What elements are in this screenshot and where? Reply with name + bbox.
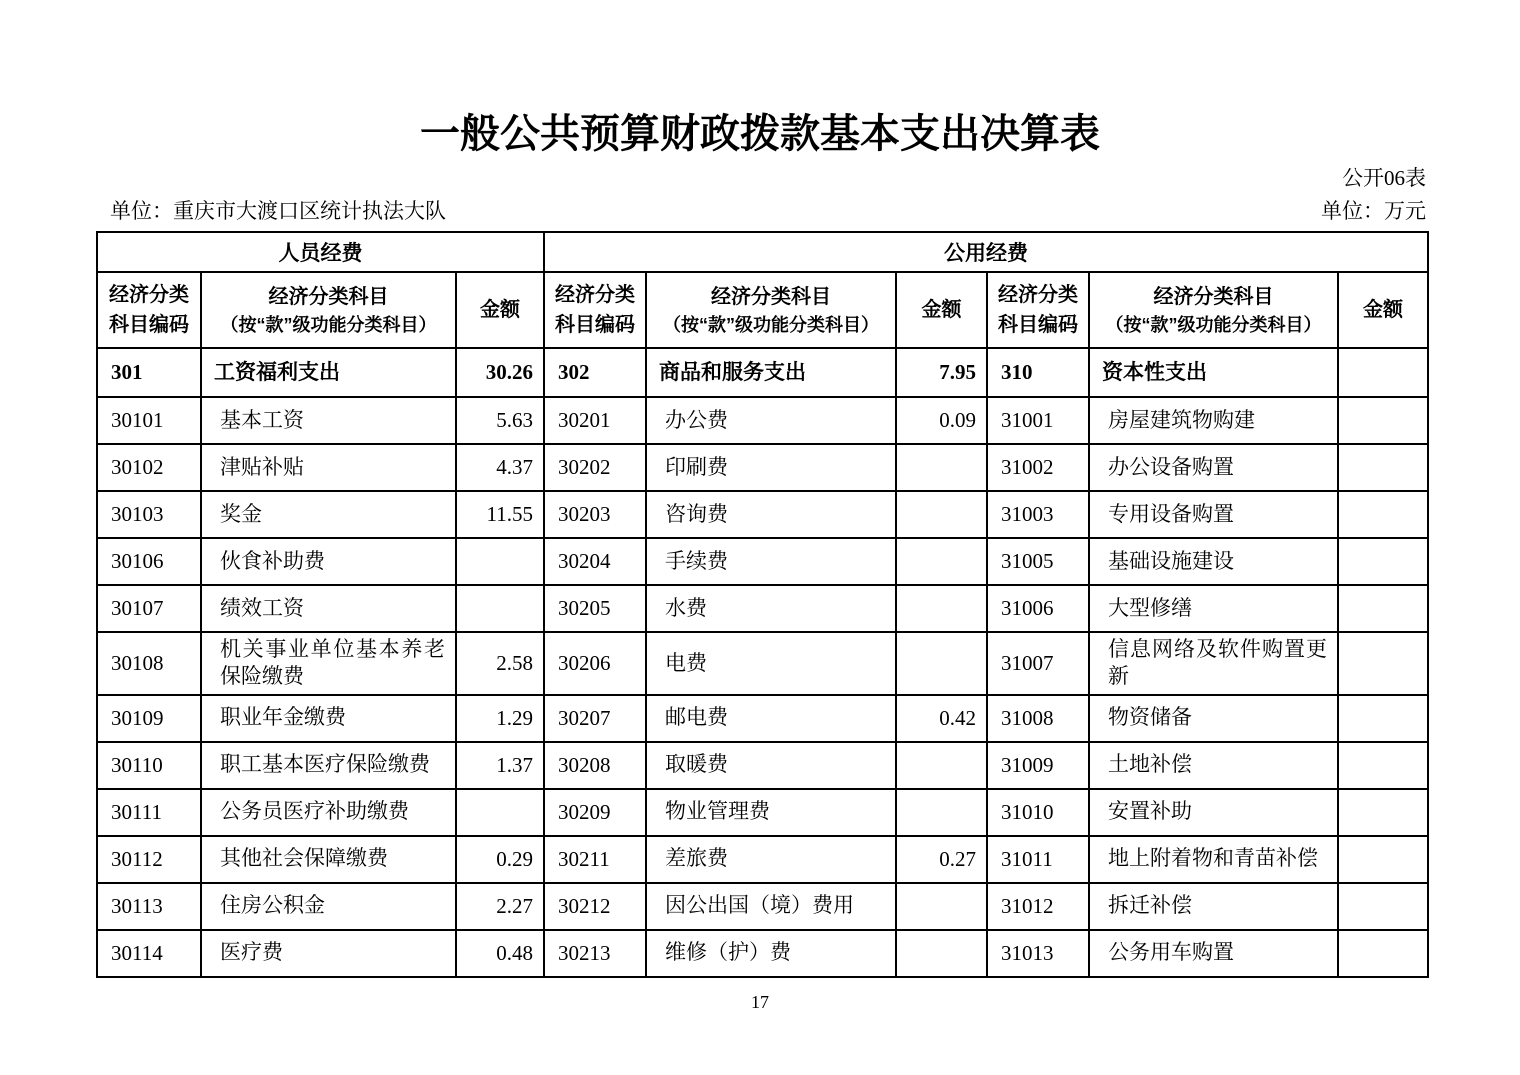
cell-code: 30211 xyxy=(544,836,646,883)
cell-subject: 公务员医疗补助缴费 xyxy=(201,789,456,836)
table-row xyxy=(97,538,1428,585)
cell-subject: 取暖费 xyxy=(646,742,896,789)
cell-amount: 0.42 xyxy=(896,695,987,742)
cell-subject: 职工基本医疗保险缴费 xyxy=(201,742,456,789)
cell-subject: 因公出国（境）费用 xyxy=(646,883,896,930)
cell-code: 30106 xyxy=(97,538,201,585)
col-header-subject xyxy=(646,272,896,348)
cell-amount xyxy=(896,632,987,695)
table-row xyxy=(97,397,1428,444)
table-row xyxy=(97,695,1428,742)
cell-subject: 邮电费 xyxy=(646,695,896,742)
col-header-subject-line2: （按“款”级功能分类科目） xyxy=(663,314,880,335)
cell-code: 30103 xyxy=(97,491,201,538)
cell-amount xyxy=(896,883,987,930)
col-header-subject xyxy=(1089,272,1338,348)
cell-code: 30206 xyxy=(544,632,646,695)
cell-subject: 办公费 xyxy=(646,397,896,444)
group-header-personnel: 人员经费 xyxy=(97,232,544,272)
cell-amount xyxy=(1338,742,1428,789)
cell-subject: 其他社会保障缴费 xyxy=(201,836,456,883)
cell-amount xyxy=(896,585,987,632)
unit-name-label: 单位：重庆市大渡口区统计执法大队 xyxy=(110,199,446,223)
cell-amount: 1.29 xyxy=(456,695,544,742)
cell-amount: 5.63 xyxy=(456,397,544,444)
table-row xyxy=(97,883,1428,930)
cell-amount: 2.27 xyxy=(456,883,544,930)
cell-code: 30203 xyxy=(544,491,646,538)
cell-subject: 手续费 xyxy=(646,538,896,585)
cell-amount xyxy=(896,444,987,491)
cell-subject: 维修（护）费 xyxy=(646,930,896,977)
cell-amount xyxy=(1338,883,1428,930)
cell-code: 30202 xyxy=(544,444,646,491)
cell-amount xyxy=(1338,789,1428,836)
cell-amount: 2.58 xyxy=(456,632,544,695)
col-header-amount: 金额 xyxy=(896,272,987,348)
budget-table xyxy=(96,231,1429,978)
col-header-subject-line1: 经济分类科目 xyxy=(268,285,389,308)
cell-subject: 土地补偿 xyxy=(1089,742,1338,789)
cell-subject: 物资储备 xyxy=(1089,695,1338,742)
cell-code: 31001 xyxy=(987,397,1089,444)
cell-code: 30111 xyxy=(97,789,201,836)
unit-currency-label: 单位：万元 xyxy=(1321,199,1426,223)
col-header-code: 经济分类科目编码 xyxy=(544,272,646,348)
col-header-amount: 金额 xyxy=(1338,272,1428,348)
cell-code: 30108 xyxy=(97,632,201,695)
cell-subject: 基础设施建设 xyxy=(1089,538,1338,585)
cell-code: 31003 xyxy=(987,491,1089,538)
cell-amount xyxy=(1338,397,1428,444)
col-header-subject-line1: 经济分类科目 xyxy=(1153,285,1274,308)
cell-amount xyxy=(456,538,544,585)
cell-amount: 11.55 xyxy=(456,491,544,538)
cell-subject: 水费 xyxy=(646,585,896,632)
table-row xyxy=(97,444,1428,491)
cell-subject: 绩效工资 xyxy=(201,585,456,632)
cell-subject: 机关事业单位基本养老保险缴费 xyxy=(201,632,456,695)
cell-amount xyxy=(1338,930,1428,977)
summary-code: 310 xyxy=(987,348,1089,397)
cell-amount xyxy=(1338,836,1428,883)
cell-code: 31012 xyxy=(987,883,1089,930)
cell-code: 30204 xyxy=(544,538,646,585)
cell-code: 30113 xyxy=(97,883,201,930)
table-row xyxy=(97,742,1428,789)
cell-subject: 咨询费 xyxy=(646,491,896,538)
page-title: 一般公共预算财政拨款基本支出决算表 xyxy=(420,112,1100,156)
form-code-label: 公开06表 xyxy=(1342,166,1426,190)
cell-amount xyxy=(456,585,544,632)
cell-subject: 信息网络及软件购置更新 xyxy=(1089,632,1338,695)
cell-code: 31009 xyxy=(987,742,1089,789)
table-row xyxy=(97,789,1428,836)
cell-code: 30107 xyxy=(97,585,201,632)
cell-subject: 公务用车购置 xyxy=(1089,930,1338,977)
cell-amount xyxy=(896,930,987,977)
cell-subject: 物业管理费 xyxy=(646,789,896,836)
cell-subject: 专用设备购置 xyxy=(1089,491,1338,538)
cell-code: 31006 xyxy=(987,585,1089,632)
cell-code: 30114 xyxy=(97,930,201,977)
cell-code: 31007 xyxy=(987,632,1089,695)
cell-amount xyxy=(1338,538,1428,585)
table-row xyxy=(97,585,1428,632)
col-header-subject-line1: 经济分类科目 xyxy=(711,285,832,308)
cell-subject: 房屋建筑物购建 xyxy=(1089,397,1338,444)
cell-subject: 伙食补助费 xyxy=(201,538,456,585)
cell-code: 30208 xyxy=(544,742,646,789)
cell-code: 30102 xyxy=(97,444,201,491)
table-body xyxy=(97,348,1428,977)
col-header-amount: 金额 xyxy=(456,272,544,348)
cell-amount xyxy=(1338,585,1428,632)
cell-subject: 住房公积金 xyxy=(201,883,456,930)
table-row xyxy=(97,632,1428,695)
summary-amount: 30.26 xyxy=(456,348,544,397)
cell-subject: 办公设备购置 xyxy=(1089,444,1338,491)
cell-amount xyxy=(896,789,987,836)
cell-code: 30112 xyxy=(97,836,201,883)
col-header-code: 经济分类科目编码 xyxy=(97,272,201,348)
cell-amount xyxy=(1338,491,1428,538)
cell-subject: 医疗费 xyxy=(201,930,456,977)
cell-code: 31013 xyxy=(987,930,1089,977)
cell-code: 31011 xyxy=(987,836,1089,883)
cell-amount: 0.09 xyxy=(896,397,987,444)
cell-subject: 津贴补贴 xyxy=(201,444,456,491)
cell-subject: 奖金 xyxy=(201,491,456,538)
group-header-public: 公用经费 xyxy=(544,232,1428,272)
cell-amount xyxy=(1338,695,1428,742)
col-header-subject xyxy=(201,272,456,348)
cell-subject: 印刷费 xyxy=(646,444,896,491)
cell-code: 30101 xyxy=(97,397,201,444)
cell-code: 30109 xyxy=(97,695,201,742)
summary-amount xyxy=(1338,348,1428,397)
cell-code: 30205 xyxy=(544,585,646,632)
cell-subject: 大型修缮 xyxy=(1089,585,1338,632)
cell-subject: 拆迁补偿 xyxy=(1089,883,1338,930)
cell-subject: 安置补助 xyxy=(1089,789,1338,836)
cell-code: 30207 xyxy=(544,695,646,742)
cell-amount: 1.37 xyxy=(456,742,544,789)
summary-subject: 工资福利支出 xyxy=(201,348,456,397)
cell-code: 31002 xyxy=(987,444,1089,491)
cell-code: 31005 xyxy=(987,538,1089,585)
col-header-subject-line2: （按“款”级功能分类科目） xyxy=(220,314,437,335)
cell-code: 30201 xyxy=(544,397,646,444)
table-row xyxy=(97,930,1428,977)
column-header-row xyxy=(97,272,1428,348)
table-row xyxy=(97,491,1428,538)
cell-code: 30212 xyxy=(544,883,646,930)
cell-subject: 职业年金缴费 xyxy=(201,695,456,742)
cell-amount: 0.48 xyxy=(456,930,544,977)
cell-subject: 电费 xyxy=(646,632,896,695)
cell-code: 31008 xyxy=(987,695,1089,742)
summary-row xyxy=(97,348,1428,397)
page-number: 17 xyxy=(751,992,769,1012)
cell-code: 31010 xyxy=(987,789,1089,836)
cell-subject: 地上附着物和青苗补偿 xyxy=(1089,836,1338,883)
summary-amount: 7.95 xyxy=(896,348,987,397)
cell-amount xyxy=(456,789,544,836)
cell-amount xyxy=(896,742,987,789)
summary-code: 301 xyxy=(97,348,201,397)
summary-subject: 资本性支出 xyxy=(1089,348,1338,397)
col-header-subject-line2: （按“款”级功能分类科目） xyxy=(1105,314,1322,335)
cell-amount: 0.27 xyxy=(896,836,987,883)
cell-amount: 4.37 xyxy=(456,444,544,491)
table-row xyxy=(97,836,1428,883)
summary-subject: 商品和服务支出 xyxy=(646,348,896,397)
summary-code: 302 xyxy=(544,348,646,397)
group-header-row xyxy=(97,232,1428,272)
cell-amount xyxy=(896,491,987,538)
cell-subject: 差旅费 xyxy=(646,836,896,883)
cell-code: 30110 xyxy=(97,742,201,789)
cell-amount: 0.29 xyxy=(456,836,544,883)
cell-subject: 基本工资 xyxy=(201,397,456,444)
cell-amount xyxy=(1338,632,1428,695)
cell-code: 30209 xyxy=(544,789,646,836)
cell-amount xyxy=(896,538,987,585)
cell-code: 30213 xyxy=(544,930,646,977)
col-header-code: 经济分类科目编码 xyxy=(987,272,1089,348)
cell-amount xyxy=(1338,444,1428,491)
